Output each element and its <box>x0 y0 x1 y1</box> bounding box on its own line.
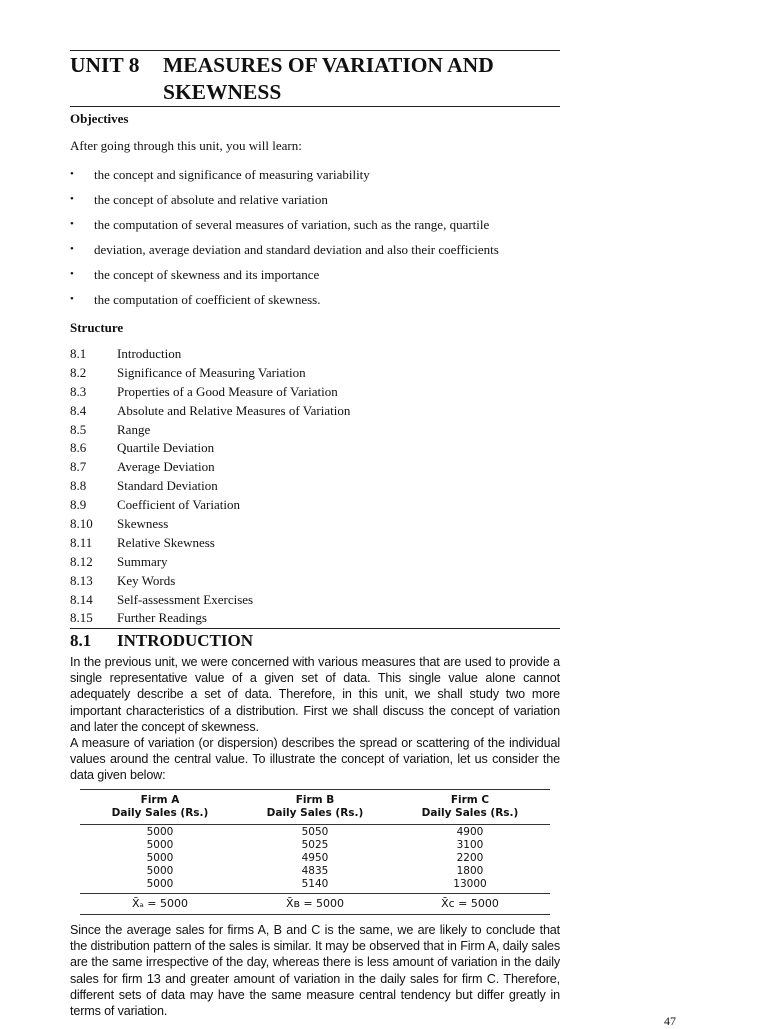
bullet-icon: • <box>70 193 74 205</box>
firm-subheader: Daily Sales (Rs.) <box>266 807 364 819</box>
unit-number: UNIT 8 <box>70 53 140 77</box>
toc-item <box>70 515 490 534</box>
toc-item <box>70 572 490 591</box>
toc-title: Absolute and Relative Measures of Variation <box>117 402 351 418</box>
toc-item <box>70 496 490 515</box>
toc-number: 8.3 <box>70 383 87 399</box>
mean-firm-c: X̄ᴄ = 5000 <box>441 897 499 910</box>
toc-title: Coefficient of Variation <box>117 497 240 513</box>
table-cell: 5000 <box>146 826 174 838</box>
toc-title: Properties of a Good Measure of Variation <box>117 383 338 399</box>
toc-number: 8.12 <box>70 553 93 569</box>
firm-name: Firm C <box>450 794 490 806</box>
toc-number: 8.1 <box>70 346 87 361</box>
rule-top <box>70 50 560 51</box>
objective-text: the computation of several measures of variation, such as the range, quartile <box>94 217 490 232</box>
structure-list <box>70 345 490 628</box>
toc-item <box>70 402 490 421</box>
toc-title: Further Readings <box>117 610 207 626</box>
toc-number: 8.11 <box>70 534 93 550</box>
toc-item <box>70 609 490 628</box>
mean-firm-a: X̄ₐ = 5000 <box>131 897 189 910</box>
list-item <box>70 237 499 262</box>
table-cell: 1800 <box>456 865 484 877</box>
paragraph-1: In the previous unit, we were concerned with various measures that are used to provide a single representative value of a given set of data. This single value alone cannot adequately describe a set of data. Therefore, in this unit, we shall study two more important characteristics of a distribution. First we shall discuss the concept of variation and later the concept of skewness. <box>70 655 560 734</box>
firm-subheader: Daily Sales (Rs.) <box>421 807 519 819</box>
objectives-intro: After going through this unit, you will learn: <box>70 138 302 153</box>
toc-number: 8.5 <box>70 421 87 437</box>
toc-title: Introduction <box>117 346 182 361</box>
toc-title: Skewness <box>117 516 169 532</box>
table-rule-top <box>80 789 550 790</box>
list-item <box>70 162 499 187</box>
toc-title: Relative Skewness <box>117 534 215 550</box>
toc-title: Range <box>117 421 151 437</box>
objectives-heading: Objectives <box>70 111 129 126</box>
toc-number: 8.9 <box>70 497 87 513</box>
toc-item <box>70 458 490 477</box>
table-cell: 5140 <box>301 878 329 890</box>
toc-item <box>70 477 490 496</box>
toc-title: Quartile Deviation <box>117 440 215 456</box>
section-number: 8.1 <box>70 631 92 650</box>
table-cell: 5025 <box>301 839 329 851</box>
table-cell: 5000 <box>146 852 174 864</box>
toc-number: 8.2 <box>70 364 87 380</box>
table-cell: 4950 <box>301 852 329 864</box>
list-item <box>70 212 499 237</box>
table-cell: 3100 <box>456 839 484 851</box>
table-cell: 2200 <box>456 852 484 864</box>
table-rule-mean <box>80 893 550 894</box>
toc-item <box>70 421 490 440</box>
bullet-icon: • <box>70 293 74 305</box>
bullet-icon: • <box>70 168 74 180</box>
objective-text: the concept of absolute and relative variation <box>94 192 328 207</box>
toc-title: Significance of Measuring Variation <box>117 364 306 380</box>
column-header <box>390 794 550 820</box>
toc-item <box>70 364 490 383</box>
toc-item <box>70 383 490 402</box>
list-item <box>70 187 499 212</box>
toc-item <box>70 591 490 610</box>
toc-number: 8.10 <box>70 516 93 532</box>
toc-title: Standard Deviation <box>117 478 218 494</box>
toc-number: 8.13 <box>70 572 93 588</box>
table-cell: 4900 <box>456 826 484 838</box>
rule-section <box>70 628 560 629</box>
unit-title-line-1: MEASURES OF VARIATION AND <box>163 53 494 77</box>
objective-text: the concept and significance of measuring variability <box>94 167 370 182</box>
table-cell: 5000 <box>146 865 174 877</box>
toc-title: Average Deviation <box>117 459 215 475</box>
objective-text: the computation of coefficient of skewness. <box>94 292 321 307</box>
toc-number: 8.7 <box>70 459 87 475</box>
toc-number: 8.4 <box>70 402 87 418</box>
firm-subheader: Daily Sales (Rs.) <box>111 807 209 819</box>
column-header <box>240 794 390 820</box>
bullet-icon: • <box>70 218 74 230</box>
page-number: 47 <box>664 1014 676 1028</box>
structure-heading: Structure <box>70 320 124 335</box>
objective-text: deviation, average deviation and standard deviation and also their coefficients <box>94 242 499 257</box>
list-item <box>70 262 499 287</box>
column-header <box>80 794 240 820</box>
table-cell: 13000 <box>453 878 487 890</box>
firm-name: Firm A <box>140 794 180 806</box>
toc-title: Summary <box>117 553 168 569</box>
list-item <box>70 287 499 312</box>
section-title: INTRODUCTION <box>117 631 254 650</box>
toc-number: 8.6 <box>70 440 87 456</box>
table-cell: 5050 <box>301 826 329 838</box>
mean-firm-b: X̄ʙ = 5000 <box>285 897 345 910</box>
sales-table <box>80 789 550 917</box>
toc-title: Key Words <box>117 572 176 588</box>
objectives-list <box>70 162 499 312</box>
table-cell: 5000 <box>146 878 174 890</box>
objective-text: the concept of skewness and its importance <box>94 267 320 282</box>
table-cell: 4835 <box>301 865 329 877</box>
toc-item <box>70 439 490 458</box>
toc-item <box>70 534 490 553</box>
toc-number: 8.15 <box>70 610 93 626</box>
unit-title-line-2: SKEWNESS <box>163 80 282 104</box>
rule-under-title <box>70 106 560 107</box>
table-cell: 5000 <box>146 839 174 851</box>
toc-number: 8.14 <box>70 591 93 607</box>
toc-item <box>70 553 490 572</box>
table-rule-bottom <box>80 914 550 915</box>
paragraph-2: A measure of variation (or dispersion) describes the spread or scattering of the individual values around the central value. To illustrate the concept of variation, let us consider the data given below: <box>70 736 560 783</box>
paragraph-3: Since the average sales for firms A, B and C is the same, we are likely to conclude that the distribution pattern of the sales is similar. It may be observed that in Firm A, daily sales are the same irrespective of the day, whereas there is less amount of variation in the daily sales for firm 13 and greater amount of variation in the daily sales for firm C. Therefore, different sets of data may have the same measure central tendency but differ greatly in terms of variation. <box>70 923 560 1019</box>
toc-item <box>70 345 490 364</box>
table-rule-header <box>80 824 550 825</box>
toc-title: Self-assessment Exercises <box>117 591 254 607</box>
toc-number: 8.8 <box>70 478 87 494</box>
bullet-icon: • <box>70 268 74 280</box>
firm-name: Firm B <box>295 794 335 806</box>
bullet-icon: • <box>70 243 74 255</box>
